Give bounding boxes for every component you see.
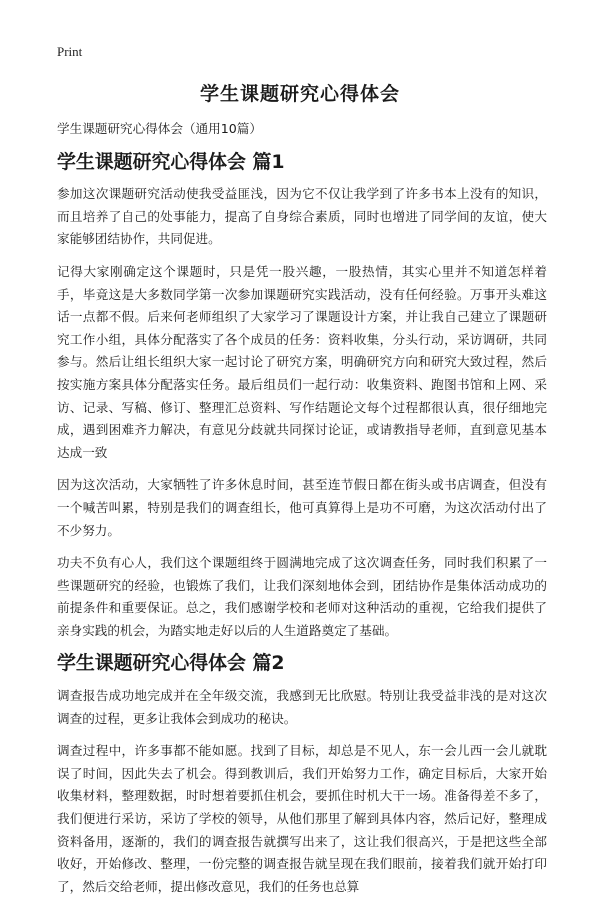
paragraph: 参加这次课题研究活动使我受益匪浅，因为它不仅让我学到了许多书本上没有的知识，而且培养了自己的处事能力，提高了自身综合素质，同时也增进了同学间的友谊，使大家能够团结协作，共同促进。 [57,186,547,247]
page-title: 学生课题研究心得体会 [199,83,400,105]
section-2 [57,652,547,898]
section-heading: 学生课题研究心得体会 篇1 [57,150,285,173]
section-heading: 学生课题研究心得体会 篇2 [57,652,285,675]
document-body [57,118,547,908]
paragraph: 因为这次活动，大家牺牲了许多休息时间，甚至连节假日都在街头或书店调查，但没有一个喊苦叫累，特别是我们的调查组长，他可真算得上是功不可磨，为这次活动付出了不少努力。 [57,477,547,538]
paragraph: 功夫不负有心人，我们这个课题组终于圆满地完成了这次调查任务，同时我们积累了一些课题研究的经验，也锻炼了我们，让我们深刻地体会到，团结协作是集体活动成功的前提条件和重要保证。总之，我们感谢学校和老师对这种活动的重视，它给我们提供了亲身实践的机会，为踏实地走好以后的人生道路奠定了基础。 [57,555,547,638]
paragraph: 调查过程中，许多事都不能如愿。找到了目标，却总是不见人，东一会儿西一会儿就耽误了时间，因此失去了机会。得到教训后，我们开始努力工作，确定目标后，大家开始收集材料，整理数据，时时想着要抓住机会，要抓住时机大干一场。准备得差不多了，我们便进行采访，采访了学校的领导，从他们那里了解到具体内容，然后记好，整理成资料备用，逐渐的，我们的调查报告就撰写出来了，这让我们很高兴，于是把这些全部收好，开始修改、整理，一份完整的调查报告就呈现在我们眼前，接着我们就开始打印了，然后交给老师，提出修改意见，我们的任务也总算 [57,743,547,894]
paragraph: 调查报告成功地完成并在全年级交流，我感到无比欣慰。特别让我受益非浅的是对这次调查的过程，更多让我体会到成功的秘诀。 [57,688,547,726]
paragraph: 记得大家刚确定这个课题时，只是凭一股兴趣，一股热情，其实心里并不知道怎样着手，毕竟这是大多数同学第一次参加课题研究实践活动，没有任何经验。万事开头难这话一点都不假。后来何老师组织了大家学习了课题设计方案，并让我自己建立了课题研究工作小组，具体分配落实了各个成员的任务：资料收集，分头行动，采访调研，共同参与。然后让组长组织大家一起讨论了研究方案，明确研究方向和研究大致过程，然后按实施方案具体分配落实任务。最后组员们一起行动：收集资料、跑图书馆和上网、采访、记录、写稿、修订、整理汇总资料、写作结题论文每个过程都很认真，很仔细地完成，遇到困难齐力解决，有意见分歧就共同探讨论证，或请教指导老师，直到意见基本达成一致 [57,263,547,460]
section-1 [57,151,547,643]
print-link[interactable]: Print [57,44,83,59]
document-subtitle: 学生课题研究心得体会（通用10篇） [57,121,262,136]
